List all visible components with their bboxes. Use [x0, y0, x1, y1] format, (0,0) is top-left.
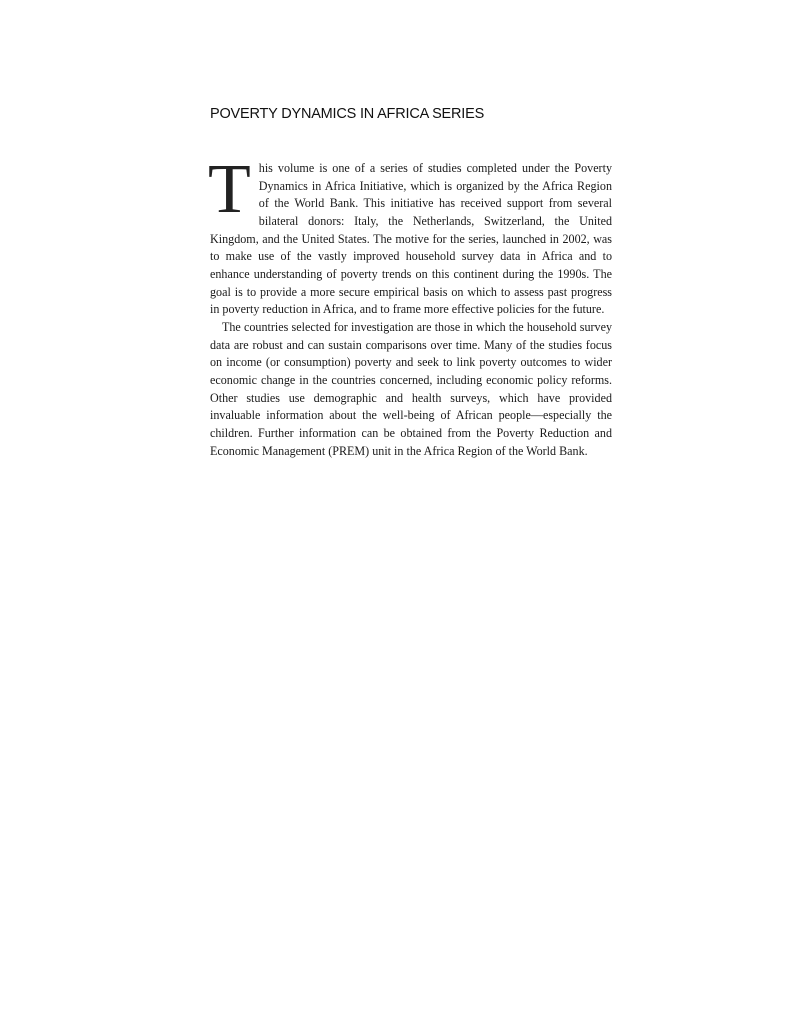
paragraph-intro-text: his volume is one of a series of studies completed under the Poverty Dynamics in Africa Initiative, which is organized by the Africa Region of the World Bank. This initiative has received support from several bilateral donors: Italy, the Netherlands, Switzerland, the United Kingdom, and the United States. The motive for the series, launched in 2002, was to make use of the vastly improved household survey data in Africa and to enhance understanding of poverty trends on this continent during the 1990s. The goal is to provide a more secure empirical basis on which to assess past progress in poverty reduction in Africa, and to frame more effective policies for the future. [210, 161, 612, 317]
body-text [208, 151, 612, 460]
paragraph-countries: The countries selected for investigation are those in which the household survey data are robust and can sustain comparisons over time. Many of the studies focus on income (or consumption) poverty and seek to link poverty outcomes to wider economic change in the countries concerned, including economic policy reforms. Other studies use demographic and health surveys, which have provided invaluable information about the well-being of African people—especially the children. Further information can be obtained from the Poverty Reduction and Economic Management (PREM) unit in the Africa Region of the World Bank. [210, 319, 612, 458]
series-heading: POVERTY DYNAMICS IN AFRICA SERIES [210, 106, 485, 122]
paragraph-intro [208, 151, 612, 319]
drop-cap: T [208, 151, 251, 228]
